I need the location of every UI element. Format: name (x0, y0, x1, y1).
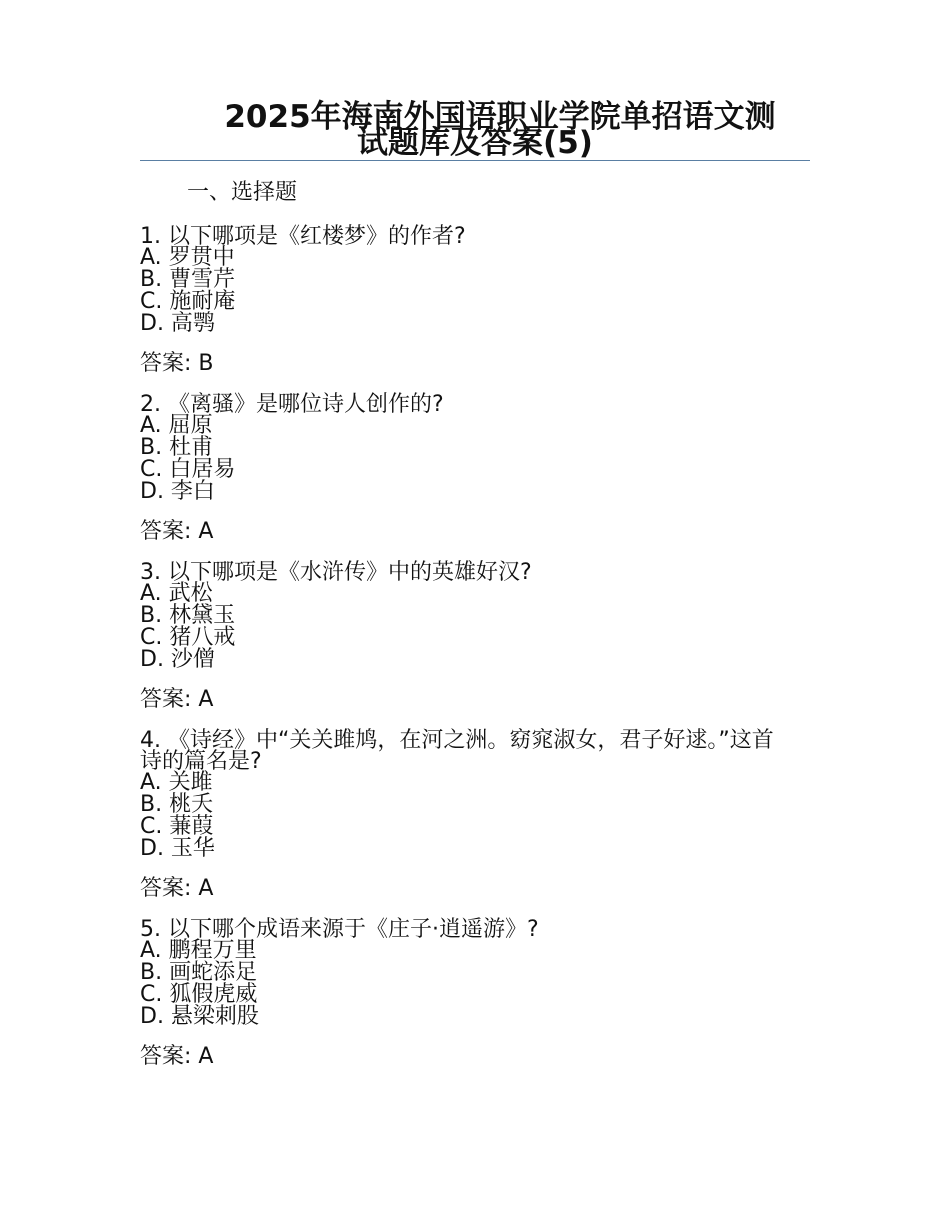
option-c: C. 施耐庵 (140, 289, 236, 314)
question-stem: 5. 以下哪个成语来源于《庄子·逍遥游》? (140, 917, 539, 942)
answer-line: 答案: A (140, 687, 214, 712)
question-3 (140, 562, 790, 715)
document-title (140, 99, 810, 161)
question-stem: 4. 《诗经》中“关关雎鸠，在河之洲。窈窕淑女，君子好逑。”这首诗的篇名是? (140, 728, 774, 774)
option-d: D. 高鹗 (140, 311, 215, 336)
document-title-line-1: 2025年海南外国语职业学院单招语文测 (224, 99, 776, 135)
option-a: A. 鹏程万里 (140, 938, 257, 963)
answer-line: 答案: A (140, 1044, 214, 1069)
option-c: C. 猪八戒 (140, 625, 236, 650)
option-a: A. 罗贯中 (140, 245, 235, 270)
answer-line: 答案: B (140, 351, 214, 376)
question-stem: 3. 以下哪项是《水浒传》中的英雄好汉? (140, 560, 532, 585)
option-c: C. 白居易 (140, 457, 236, 482)
option-d: D. 李白 (140, 479, 215, 504)
option-d: D. 悬梁刺股 (140, 1004, 259, 1029)
question-1 (140, 226, 790, 379)
option-a: A. 屈原 (140, 413, 213, 438)
option-b: B. 林黛玉 (140, 603, 236, 628)
answer-line: 答案: A (140, 519, 214, 544)
option-d: D. 沙僧 (140, 647, 215, 672)
document-title-line-2: 试题库及答案(5) (357, 125, 593, 161)
option-b: B. 桃夭 (140, 792, 214, 817)
option-a: A. 武松 (140, 581, 213, 606)
option-c: C. 狐假虎威 (140, 982, 258, 1007)
option-a: A. 关雎 (140, 770, 213, 795)
title-underline (140, 160, 810, 161)
section-heading: 一、选择题 (187, 180, 298, 205)
answer-line: 答案: A (140, 876, 214, 901)
question-list (140, 226, 790, 1087)
option-c: C. 蒹葭 (140, 814, 214, 839)
option-d: D. 玉华 (140, 836, 215, 861)
option-b: B. 曹雪芹 (140, 267, 236, 292)
option-b: B. 画蛇添足 (140, 960, 258, 985)
question-5 (140, 919, 790, 1072)
question-stem: 1. 以下哪项是《红楼梦》的作者? (140, 224, 466, 249)
option-b: B. 杜甫 (140, 435, 214, 460)
question-4 (140, 730, 790, 904)
question-2 (140, 394, 790, 547)
question-stem: 2. 《离骚》是哪位诗人创作的? (140, 392, 444, 417)
